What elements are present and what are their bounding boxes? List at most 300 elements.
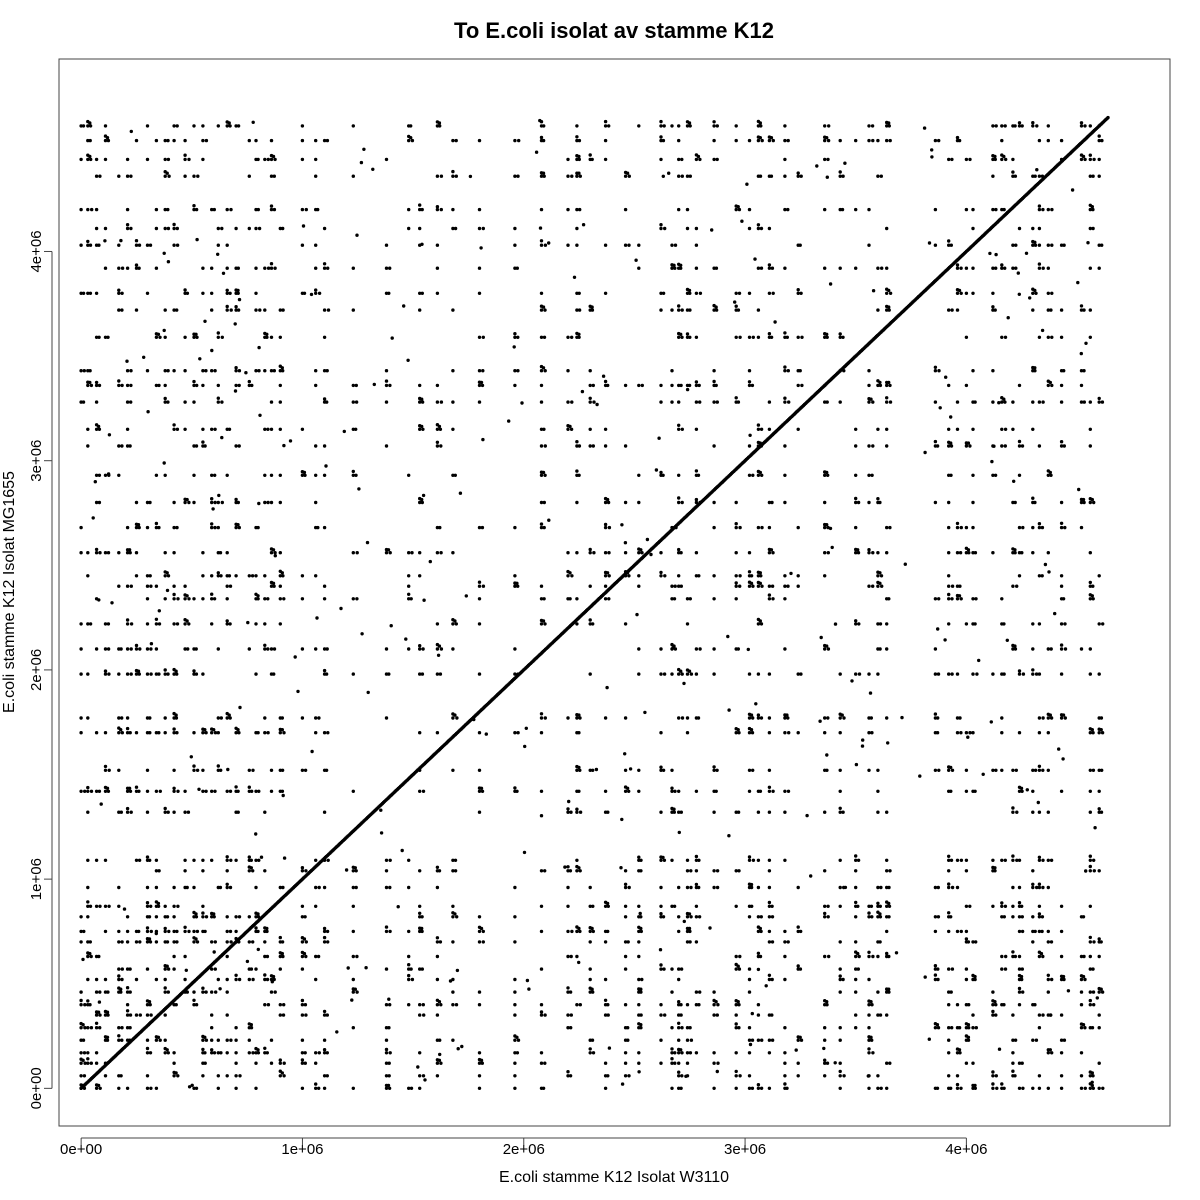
data-point — [238, 298, 241, 301]
data-point — [879, 886, 882, 889]
data-point — [1098, 134, 1101, 137]
data-point — [867, 369, 870, 372]
data-point — [787, 139, 790, 142]
data-point — [95, 1026, 98, 1029]
data-point — [305, 940, 308, 943]
data-point — [1101, 1087, 1104, 1090]
data-point — [1002, 622, 1005, 625]
data-point — [1000, 769, 1003, 772]
data-point — [581, 390, 584, 393]
data-point — [481, 526, 484, 529]
data-point — [397, 905, 400, 908]
data-point — [164, 668, 167, 671]
data-point — [355, 990, 358, 993]
data-point — [265, 930, 268, 933]
data-point — [121, 731, 124, 734]
data-point — [1038, 769, 1041, 772]
data-point — [737, 811, 740, 814]
data-point — [301, 940, 304, 943]
data-point — [213, 474, 216, 477]
data-point — [637, 1070, 640, 1073]
data-point — [126, 1009, 129, 1012]
data-point — [183, 501, 186, 504]
data-point — [677, 1071, 680, 1074]
data-point — [146, 1013, 149, 1016]
data-point — [513, 384, 516, 387]
data-point — [409, 136, 412, 139]
data-point — [659, 571, 662, 574]
data-point — [83, 790, 86, 793]
data-point — [172, 1051, 175, 1054]
data-point — [659, 135, 662, 138]
data-point — [1062, 597, 1065, 600]
data-point — [854, 1013, 857, 1016]
data-point — [1047, 292, 1050, 295]
data-point — [760, 915, 763, 918]
data-point — [83, 1026, 86, 1029]
data-point — [86, 886, 89, 889]
data-point — [590, 305, 593, 308]
data-point — [301, 139, 304, 142]
data-point — [606, 498, 609, 501]
data-point — [164, 986, 167, 989]
data-point — [314, 1062, 317, 1065]
data-point — [323, 585, 326, 588]
data-point — [1003, 915, 1006, 918]
data-point — [757, 336, 760, 339]
data-point — [281, 574, 284, 577]
data-point — [589, 978, 592, 981]
data-point — [695, 498, 698, 501]
data-point — [991, 1003, 994, 1006]
data-point — [246, 960, 249, 963]
data-point — [226, 790, 229, 793]
data-point — [164, 597, 167, 600]
data-point — [516, 1051, 519, 1054]
data-point — [352, 124, 355, 127]
data-point — [212, 728, 215, 731]
data-point — [606, 1003, 609, 1006]
data-point — [104, 227, 107, 230]
data-point — [543, 1062, 546, 1065]
data-point — [237, 308, 240, 311]
data-point — [234, 498, 237, 501]
data-point — [248, 380, 251, 383]
data-point — [839, 990, 842, 993]
data-point — [1020, 978, 1023, 981]
data-point — [1018, 1087, 1021, 1090]
data-point — [164, 1013, 167, 1016]
data-point — [1041, 208, 1044, 211]
data-point — [1082, 498, 1085, 501]
data-point — [380, 831, 383, 834]
data-point — [688, 670, 691, 673]
data-point — [748, 380, 751, 383]
data-point — [1004, 905, 1007, 908]
data-point — [934, 915, 937, 918]
data-point — [104, 622, 107, 625]
data-point — [867, 208, 870, 211]
data-point — [436, 175, 439, 178]
data-point — [670, 859, 673, 862]
data-point — [887, 988, 890, 991]
data-point — [936, 444, 939, 447]
data-point — [479, 246, 482, 249]
data-point — [733, 300, 736, 303]
data-point — [950, 308, 953, 311]
data-point — [885, 952, 888, 955]
data-point — [248, 1051, 251, 1054]
data-point — [385, 444, 388, 447]
data-point — [250, 859, 253, 862]
data-point — [194, 333, 197, 336]
data-point — [130, 130, 133, 133]
data-point — [947, 855, 950, 858]
data-point — [965, 978, 968, 981]
data-point — [455, 915, 458, 918]
data-point — [185, 619, 188, 622]
data-point — [965, 384, 968, 387]
data-point — [79, 731, 82, 734]
data-point — [589, 585, 592, 588]
data-point — [107, 672, 110, 675]
data-point — [197, 788, 200, 791]
data-point — [478, 940, 481, 943]
data-point — [1089, 400, 1092, 403]
data-point — [823, 905, 826, 908]
data-point — [1091, 731, 1094, 734]
data-point — [934, 647, 937, 650]
data-point — [956, 263, 959, 266]
data-point — [354, 474, 357, 477]
data-point — [566, 244, 569, 247]
data-point — [201, 574, 204, 577]
data-point — [301, 955, 304, 958]
data-point — [270, 204, 273, 207]
data-point — [663, 1013, 666, 1016]
data-point — [1038, 622, 1041, 625]
data-point — [1098, 990, 1101, 993]
data-point — [716, 869, 719, 872]
data-point — [1047, 930, 1050, 933]
data-point — [81, 958, 84, 961]
data-point — [146, 585, 149, 588]
data-point — [772, 139, 775, 142]
data-point — [438, 121, 441, 124]
data-point — [273, 267, 276, 270]
data-point — [226, 585, 229, 588]
data-point — [257, 502, 260, 505]
data-point — [274, 990, 277, 993]
data-point — [684, 1075, 687, 1078]
data-point — [605, 686, 608, 689]
data-point — [1080, 352, 1083, 355]
data-point — [229, 585, 232, 588]
data-point — [689, 869, 692, 872]
data-point — [388, 1074, 391, 1077]
data-point — [831, 546, 834, 549]
data-point — [712, 647, 715, 650]
data-point — [89, 940, 92, 943]
data-point — [768, 593, 771, 596]
data-point — [748, 859, 751, 862]
data-point — [157, 905, 160, 908]
data-point — [226, 1039, 229, 1042]
data-point — [98, 790, 101, 793]
data-point — [1011, 950, 1014, 953]
data-point — [540, 136, 543, 139]
data-point — [1098, 731, 1101, 734]
data-point — [673, 597, 676, 600]
data-point — [679, 1013, 682, 1016]
data-point — [1047, 244, 1050, 247]
data-point — [695, 380, 698, 383]
data-point — [715, 790, 718, 793]
data-point — [934, 369, 937, 372]
data-point — [1047, 124, 1050, 127]
data-point — [478, 336, 481, 339]
data-point — [624, 444, 627, 447]
data-point — [688, 940, 691, 943]
data-point — [1060, 440, 1063, 443]
data-point — [1034, 292, 1037, 295]
x-tick-label: 3e+06 — [724, 1141, 767, 1158]
data-point — [335, 1030, 338, 1033]
data-point — [949, 441, 952, 444]
data-point — [867, 501, 870, 504]
data-point — [237, 292, 240, 295]
data-point — [994, 769, 997, 772]
data-point — [217, 384, 220, 387]
data-point — [451, 1003, 454, 1006]
data-point — [885, 716, 888, 719]
data-point — [229, 930, 232, 933]
data-point — [607, 501, 610, 504]
data-point — [712, 158, 715, 161]
data-point — [187, 622, 190, 625]
data-point — [1035, 1039, 1038, 1042]
data-point — [1100, 728, 1103, 731]
data-point — [439, 551, 442, 554]
data-point — [135, 239, 138, 242]
data-point — [117, 716, 120, 719]
data-point — [825, 753, 828, 756]
data-point — [281, 769, 284, 772]
data-point — [451, 905, 454, 908]
data-point — [234, 978, 237, 981]
data-point — [623, 752, 626, 755]
data-point — [260, 856, 263, 859]
data-point — [624, 541, 627, 544]
data-point — [680, 967, 683, 970]
data-point — [281, 952, 284, 955]
data-point — [388, 267, 391, 270]
data-point — [637, 1062, 640, 1065]
data-point — [783, 331, 786, 334]
data-point — [126, 672, 129, 675]
data-point — [254, 227, 257, 230]
data-point — [1014, 955, 1017, 958]
data-point — [876, 790, 879, 793]
data-point — [543, 474, 546, 477]
data-point — [389, 1051, 392, 1054]
data-point — [95, 905, 98, 908]
data-point — [301, 158, 304, 161]
data-point — [155, 622, 158, 625]
data-point — [797, 585, 800, 588]
data-point — [86, 551, 89, 554]
data-point — [104, 124, 107, 127]
data-point — [234, 227, 237, 230]
data-point — [186, 647, 189, 650]
data-point — [1034, 175, 1037, 178]
data-point — [167, 260, 170, 263]
data-point — [217, 571, 220, 574]
data-point — [95, 1062, 98, 1065]
data-point — [839, 967, 842, 970]
data-point — [326, 267, 329, 270]
data-point — [1004, 444, 1007, 447]
data-point — [251, 574, 254, 577]
data-point — [748, 570, 751, 573]
data-point — [117, 585, 120, 588]
data-point — [1018, 990, 1021, 993]
data-point — [634, 259, 637, 262]
data-point — [1020, 551, 1023, 554]
data-point — [951, 585, 954, 588]
data-point — [90, 955, 93, 958]
data-point — [956, 886, 959, 889]
data-point — [1091, 227, 1094, 230]
data-point — [1018, 886, 1021, 889]
data-point — [214, 967, 217, 970]
data-point — [827, 124, 830, 127]
data-point — [672, 808, 675, 811]
data-point — [1041, 915, 1044, 918]
data-point — [760, 474, 763, 477]
data-point — [956, 292, 959, 295]
data-point — [451, 716, 454, 719]
data-point — [95, 1051, 98, 1054]
data-point — [482, 940, 485, 943]
data-point — [904, 563, 907, 566]
data-point — [126, 811, 129, 814]
data-point — [167, 1051, 170, 1054]
data-point — [966, 736, 969, 739]
data-point — [542, 1087, 545, 1090]
data-point — [637, 474, 640, 477]
data-point — [639, 1023, 642, 1026]
data-point — [542, 305, 545, 308]
data-point — [228, 428, 231, 431]
data-point — [155, 886, 158, 889]
data-point — [624, 1051, 627, 1054]
data-point — [735, 574, 738, 577]
data-point — [1082, 975, 1085, 978]
data-point — [301, 869, 304, 872]
data-point — [768, 332, 771, 335]
data-point — [783, 1062, 786, 1065]
data-point — [282, 1013, 285, 1016]
data-point — [566, 1013, 569, 1016]
data-point — [570, 175, 573, 178]
data-point — [841, 978, 844, 981]
data-point — [513, 940, 516, 943]
data-point — [1092, 990, 1095, 993]
data-point — [81, 1023, 84, 1026]
data-point — [314, 244, 317, 247]
data-point — [1000, 731, 1003, 734]
data-point — [283, 856, 286, 859]
data-point — [117, 769, 120, 772]
data-point — [712, 139, 715, 142]
data-point — [120, 1026, 123, 1029]
data-point — [1060, 1074, 1063, 1077]
data-point — [226, 855, 229, 858]
data-point — [869, 398, 872, 401]
data-point — [993, 866, 996, 869]
data-point — [695, 672, 698, 675]
data-point — [204, 731, 207, 734]
data-point — [1011, 158, 1014, 161]
data-point — [213, 501, 216, 504]
data-point — [1060, 622, 1063, 625]
data-point — [226, 930, 229, 933]
data-point — [323, 597, 326, 600]
data-point — [418, 384, 421, 387]
data-point — [117, 905, 120, 908]
data-point — [478, 227, 481, 230]
data-point — [201, 987, 204, 990]
data-point — [120, 292, 123, 295]
data-point — [314, 886, 317, 889]
data-point — [937, 672, 940, 675]
data-point — [234, 1026, 237, 1029]
data-point — [797, 731, 800, 734]
data-point — [436, 551, 439, 554]
data-point — [783, 1026, 786, 1029]
data-point — [602, 375, 605, 378]
data-point — [355, 384, 358, 387]
data-point — [248, 574, 251, 577]
data-point — [176, 1074, 179, 1077]
data-point — [266, 428, 269, 431]
data-point — [797, 175, 800, 178]
data-point — [595, 403, 598, 406]
data-point — [1062, 244, 1065, 247]
data-point — [923, 451, 926, 454]
data-point — [566, 208, 569, 211]
data-point — [857, 551, 860, 554]
data-point — [677, 139, 680, 142]
data-point — [934, 208, 937, 211]
data-point — [1060, 930, 1063, 933]
data-point — [956, 859, 959, 862]
data-point — [95, 859, 98, 862]
data-point — [543, 622, 546, 625]
data-point — [352, 1026, 355, 1029]
data-point — [783, 124, 786, 127]
data-point — [436, 940, 439, 943]
data-point — [757, 474, 760, 477]
data-point — [137, 523, 140, 526]
data-point — [79, 526, 82, 529]
data-point — [389, 859, 392, 862]
data-point — [254, 1062, 257, 1065]
data-point — [686, 208, 689, 211]
data-point — [192, 769, 195, 772]
data-point — [1089, 444, 1092, 447]
